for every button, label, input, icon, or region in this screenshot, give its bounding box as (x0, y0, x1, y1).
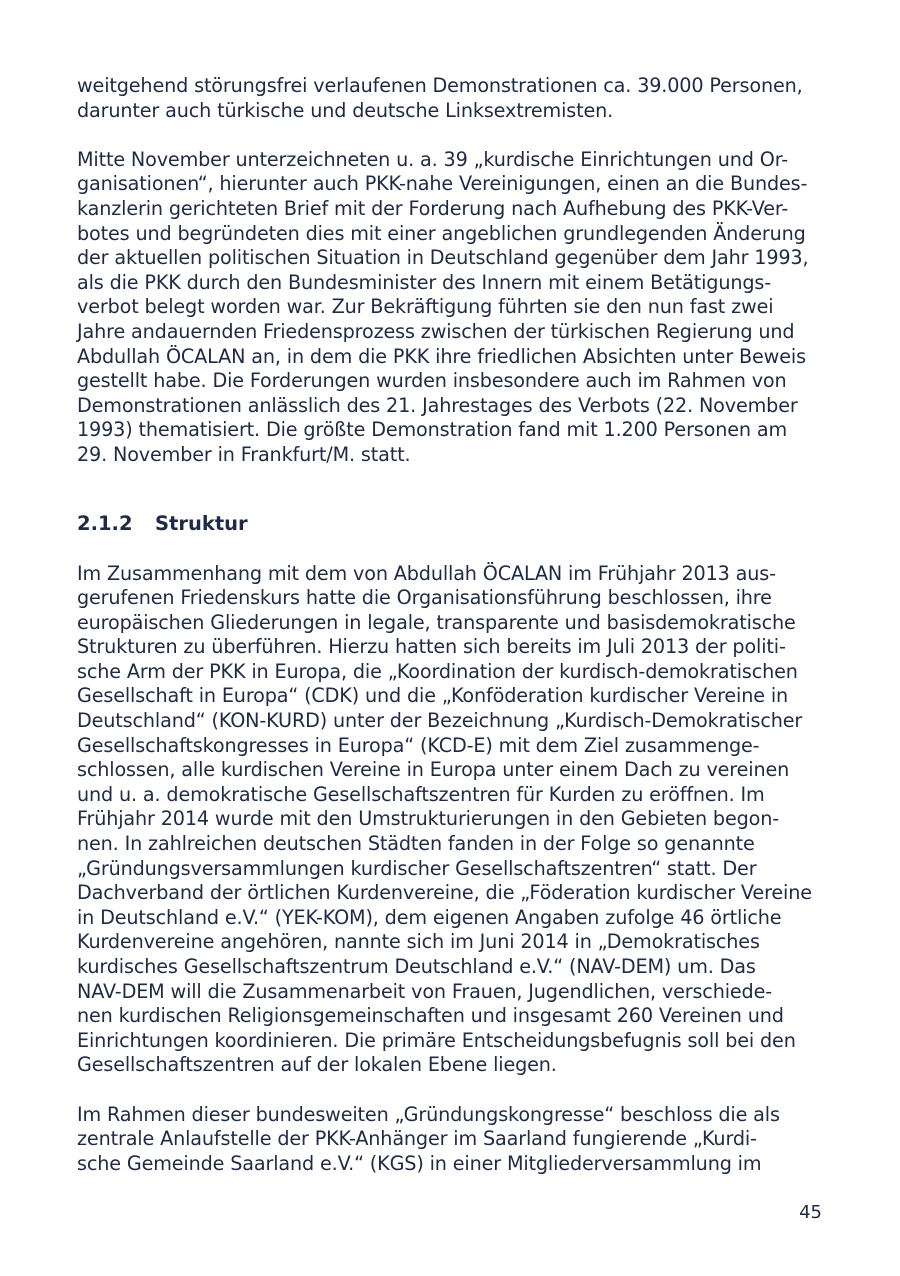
text-line: verbot belegt worden war. Zur Bekräftigung führten sie den nun fast zwei (77, 295, 774, 319)
text-line: gestellt habe. Die Forderungen wurden insbesondere auch im Rahmen von (77, 369, 787, 393)
text-line: schlossen, alle kurdischen Vereine in Europa unter einem Dach zu vereinen (77, 758, 790, 782)
text-line: und u. a. demokratische Gesellschaftszentren für Kurden zu eröffnen. Im (77, 782, 765, 806)
text-line: Frühjahr 2014 wurde mit den Umstrukturierungen in den Gebieten begon- (77, 807, 780, 831)
text-line: Gesellschaftskongresses in Europa“ (KCD-E) mit dem Ziel zusammenge- (77, 733, 760, 757)
text-line: europäischen Gliederungen in legale, transparente und basisdemokratische (77, 610, 796, 634)
text-line: Gesellschaftszentren auf der lokalen Ebene liegen. (77, 1053, 557, 1077)
text-line: in Deutschland e.V.“ (YEK-KOM), dem eigenen Angaben zufolge 46 örtliche (77, 905, 782, 929)
text-line: zentrale Anlaufstelle der PKK-Anhänger im Saarland fungierende „Kurdi- (77, 1127, 757, 1151)
text-line: kanzlerin gerichteten Brief mit der Forderung nach Aufhebung des PKK-Ver- (77, 196, 789, 220)
text-line: Abdullah ÖCALAN an, in dem die PKK ihre friedlichen Absichten unter Beweis (77, 344, 806, 368)
text-line: Einrichtungen koordinieren. Die primäre Entscheidungsbefugnis soll bei den (77, 1028, 796, 1052)
text-line: kurdisches Gesellschaftszentrum Deutschland e.V.“ (NAV-DEM) um. Das (77, 955, 756, 978)
page-number: 45 (799, 1202, 822, 1223)
paragraph-structure (77, 562, 823, 1078)
text-line: Mitte November unterzeichneten u. a. 39 „kurdische Einrichtungen und Or- (77, 147, 789, 171)
text-line: „Gründungsversammlungen kurdischer Gesellschaftszentren“ statt. Der (77, 856, 757, 880)
text-line: Im Rahmen dieser bundesweiten „Gründungskongresse“ beschloss die als (77, 1102, 780, 1126)
text-line: als die PKK durch den Bundesminister des Innern mit einem Betätigungs- (77, 270, 772, 294)
section-heading (77, 511, 823, 537)
text-line: Kurdenvereine angehören, nannte sich im Juni 2014 in „Demokratisches (77, 930, 760, 954)
section-title: Struktur (155, 511, 248, 535)
text-line: 1993) thematisiert. Die größte Demonstration fand mit 1.200 Personen am (77, 418, 788, 442)
text-line: sche Gemeinde Saarland e.V.“ (KGS) in einer Mitgliederversammlung im (77, 1151, 762, 1175)
text-line: Demonstrationen anlässlich des 21. Jahrestages des Verbots (22. November (77, 393, 798, 417)
text-line: sche Arm der PKK in Europa, die „Koordination der kurdisch-demokratischen (77, 659, 798, 683)
text-line: gerufenen Friedenskurs hatte die Organisationsführung beschlossen, ihre (77, 586, 772, 610)
text-line: darunter auch türkische und deutsche Linksextremisten. (77, 98, 614, 122)
section-number: 2.1.2 (77, 511, 133, 535)
paragraph-demonstrations (77, 74, 823, 123)
text-line: 29. November in Frankfurt/M. statt. (77, 442, 411, 466)
text-line: Im Zusammenhang mit dem von Abdullah ÖCALAN im Frühjahr 2013 aus- (77, 561, 776, 585)
text-line: Gesellschaft in Europa“ (CDK) und die „Konföderation kurdischer Vereine in (77, 684, 789, 708)
text-line: Deutschland“ (KON-KURD) unter der Bezeichnung „Kurdisch-Demokratischer (77, 709, 803, 733)
text-line: der aktuellen politischen Situation in Deutschland gegenüber dem Jahr 1993, (77, 246, 809, 270)
text-line: Jahre andauernden Friedensprozess zwischen der türkischen Regierung und (77, 319, 795, 343)
text-line: botes und begründeten dies mit einer angeblichen grundlegenden Änderung (77, 221, 806, 245)
text-line: nen. In zahlreichen deutschen Städten fanden in der Folge so genannte (77, 832, 755, 856)
text-line: Dachverband der örtlichen Kurdenvereine, die „Föderation kurdischer Vereine (77, 881, 812, 905)
paragraph-founding-congresses (77, 1103, 823, 1177)
text-line: ganisationen“, hierunter auch PKK-nahe Vereinigungen, einen an die Bundes- (77, 172, 808, 196)
text-line: weitgehend störungsfrei verlaufenen Demonstrationen ca. 39.000 Personen, (77, 74, 803, 97)
text-line: nen kurdischen Religionsgemeinschaften und insgesamt 260 Vereinen und (77, 1004, 784, 1028)
paragraph-letter-chancellor (77, 148, 823, 468)
text-line: Strukturen zu überführen. Hierzu hatten sich bereits im Juli 2013 der politi- (77, 635, 786, 659)
text-line: NAV-DEM will die Zusammenarbeit von Frauen, Jugendlichen, verschiede- (77, 979, 773, 1003)
document-page (77, 74, 823, 1176)
